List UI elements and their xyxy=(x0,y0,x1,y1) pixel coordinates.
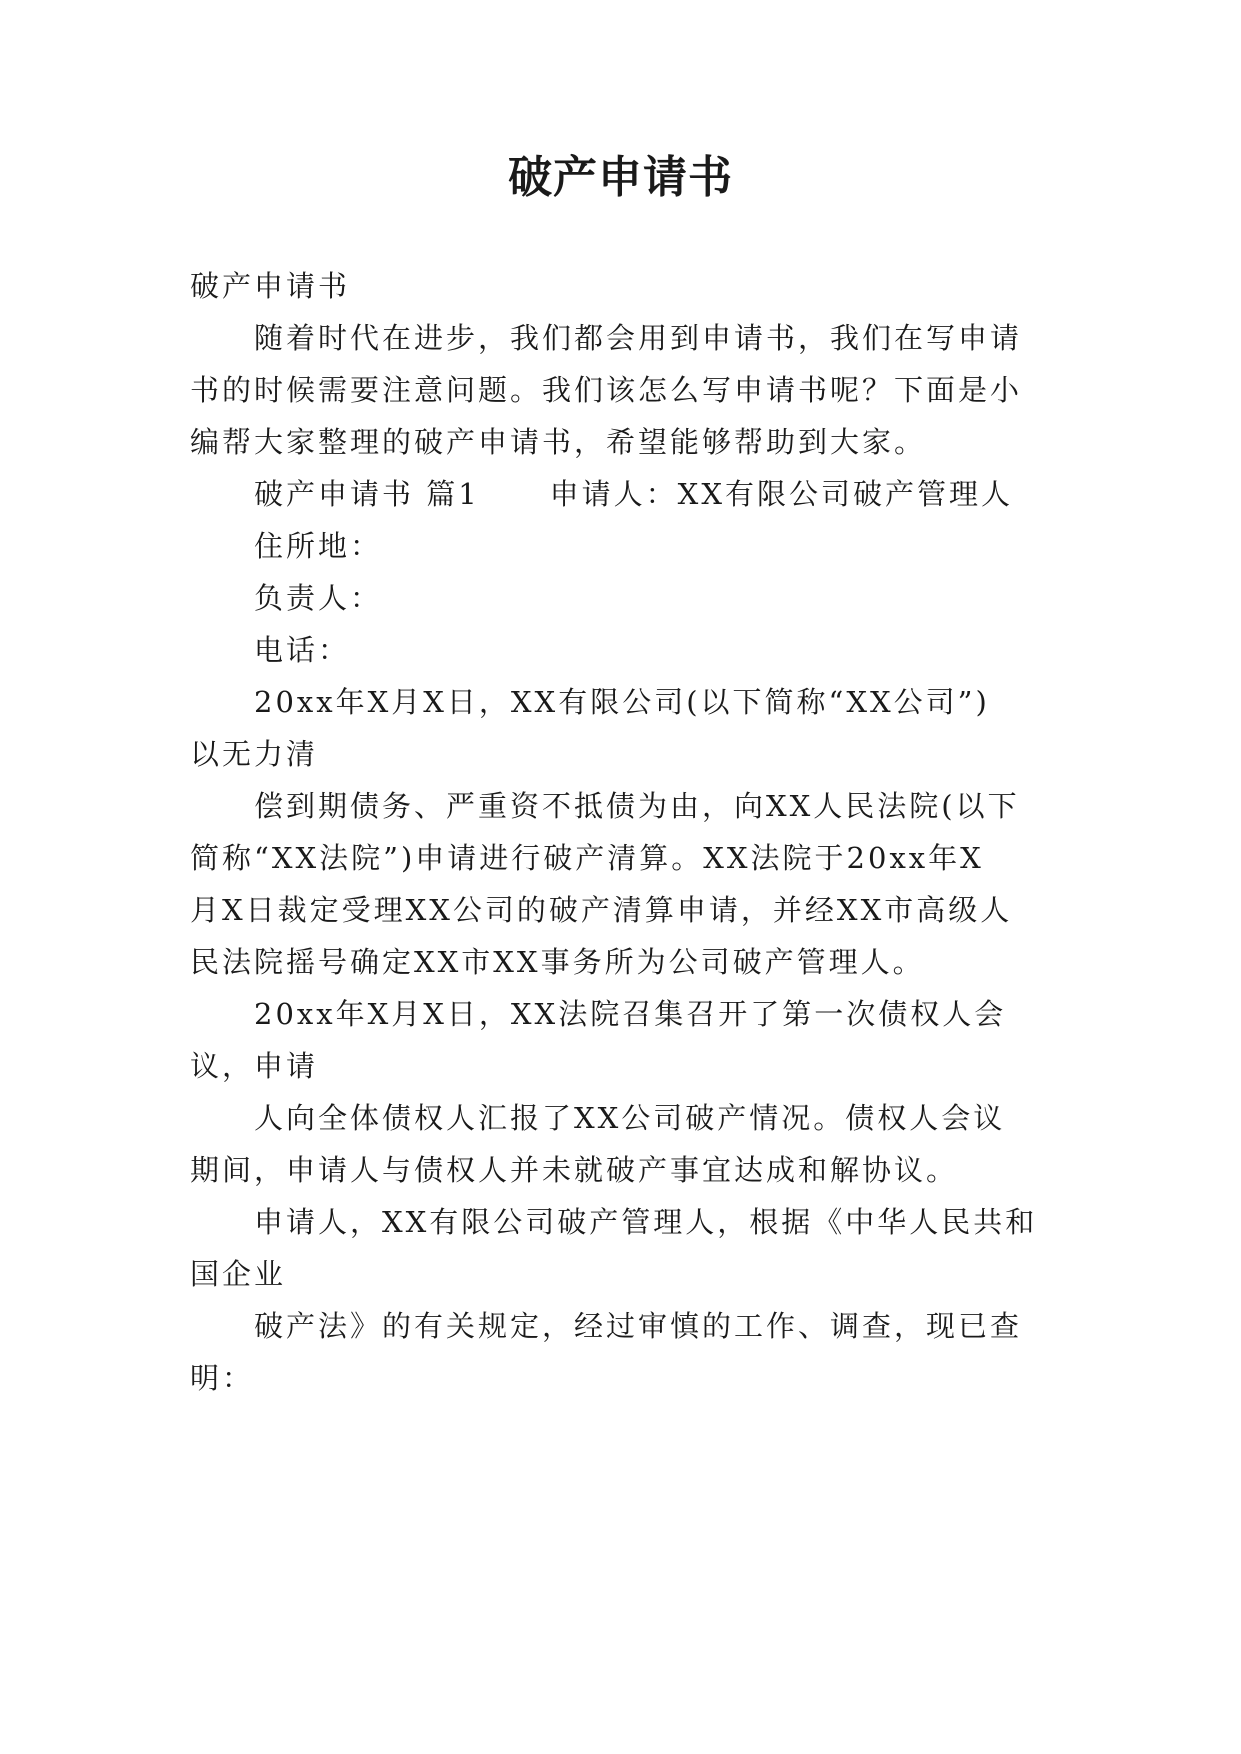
body-line: 人向全体债权人汇报了XX公司破产情况。债权人会议 xyxy=(254,1101,1006,1135)
body-line: 申请人，XX有限公司破产管理人，根据《中华人民共和 xyxy=(254,1205,1038,1239)
phone-label: 电话： xyxy=(254,633,351,667)
address-label: 住所地： xyxy=(254,529,383,563)
body-line: 月X日裁定受理XX公司的破产清算申请，并经XX市高级人 xyxy=(190,893,1013,927)
body-line: 以无力清 xyxy=(190,737,319,771)
document-subtitle: 破产申请书 xyxy=(190,269,351,303)
section-heading: 破产申请书 篇1 xyxy=(254,477,480,511)
intro-line: 书的时候需要注意问题。我们该怎么写申请书呢？下面是小 xyxy=(190,373,1023,407)
body-line: 民法院摇号确定XX市XX事务所为公司破产管理人。 xyxy=(190,945,925,979)
body-line: 偿到期债务、严重资不抵债为由，向XX人民法院(以下 xyxy=(254,789,1020,823)
body-line: 明： xyxy=(190,1361,255,1395)
body-line: 破产法》的有关规定，经过审慎的工作、调查，现已查 xyxy=(254,1309,1023,1343)
body-line: 20xx年X月X日，XX有限公司(以下简称“XX公司”) xyxy=(254,685,990,719)
body-line: 国企业 xyxy=(190,1257,287,1291)
document-title: 破产申请书 xyxy=(508,152,733,203)
heading-line xyxy=(254,474,1013,514)
body-line: 议，申请 xyxy=(190,1049,319,1083)
intro-line: 随着时代在进步，我们都会用到申请书，我们在写申请 xyxy=(254,321,1023,355)
applicant-label: 申请人：XX有限公司破产管理人 xyxy=(549,477,1013,511)
body-line: 20xx年X月X日，XX法院召集召开了第一次债权人会 xyxy=(254,997,1007,1031)
intro-line: 编帮大家整理的破产申请书，希望能够帮助到大家。 xyxy=(190,425,927,459)
body-line: 简称“XX法院”)申请进行破产清算。XX法院于20xx年X xyxy=(190,841,984,875)
body-line: 期间，申请人与债权人并未就破产事宜达成和解协议。 xyxy=(190,1153,959,1187)
responsible-label: 负责人： xyxy=(254,581,383,615)
